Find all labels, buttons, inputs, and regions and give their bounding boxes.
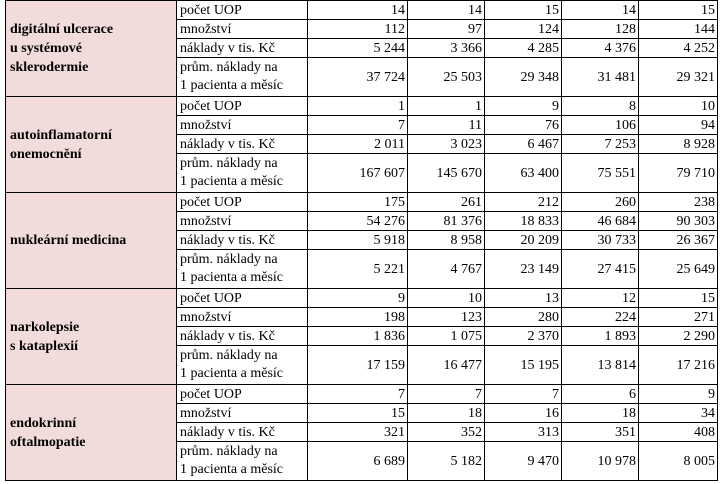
row-label [177, 250, 308, 289]
value-cell: 4 767 [408, 250, 485, 289]
value-cell: 313 [485, 423, 562, 442]
value-cell: 14 [308, 1, 408, 20]
value-cell: 20 209 [485, 231, 562, 250]
value-cell: 7 253 [562, 135, 639, 154]
value-cell: 9 [308, 289, 408, 308]
value-cell: 4 376 [562, 39, 639, 58]
category-name-line: digitální ulcerace [10, 22, 114, 37]
value-cell: 7 [485, 385, 562, 404]
value-cell: 63 400 [485, 154, 562, 193]
value-cell: 352 [408, 423, 485, 442]
value-cell: 18 [408, 404, 485, 423]
value-cell: 198 [308, 308, 408, 327]
row-label: množství [177, 20, 308, 39]
value-cell: 7 [308, 385, 408, 404]
value-cell: 3 366 [408, 39, 485, 58]
value-cell: 10 978 [562, 442, 639, 481]
value-cell: 25 503 [408, 58, 485, 97]
row-label: množství [177, 308, 308, 327]
value-cell: 106 [562, 116, 639, 135]
row-label: množství [177, 212, 308, 231]
value-cell: 2 011 [308, 135, 408, 154]
row-label: počet UOP [177, 289, 308, 308]
value-cell: 79 710 [639, 154, 718, 193]
value-cell: 5 182 [408, 442, 485, 481]
value-cell: 10 [408, 289, 485, 308]
value-cell: 212 [485, 193, 562, 212]
category-cell [6, 1, 177, 97]
row-label-line: prům. náklady na [180, 444, 278, 459]
value-cell: 9 [639, 385, 718, 404]
value-cell: 15 [639, 289, 718, 308]
row-label [177, 154, 308, 193]
value-cell: 175 [308, 193, 408, 212]
row-label: množství [177, 116, 308, 135]
value-cell: 408 [639, 423, 718, 442]
value-cell: 15 [485, 1, 562, 20]
value-cell: 75 551 [562, 154, 639, 193]
value-cell: 13 [485, 289, 562, 308]
row-label-line: prům. náklady na [180, 156, 278, 171]
value-cell: 16 477 [408, 346, 485, 385]
value-cell: 7 [408, 385, 485, 404]
value-cell: 112 [308, 20, 408, 39]
value-cell: 4 285 [485, 39, 562, 58]
value-cell: 14 [562, 1, 639, 20]
value-cell: 10 [639, 97, 718, 116]
value-cell: 27 415 [562, 250, 639, 289]
value-cell: 29 348 [485, 58, 562, 97]
value-cell: 260 [562, 193, 639, 212]
value-cell: 6 467 [485, 135, 562, 154]
value-cell: 94 [639, 116, 718, 135]
value-cell: 128 [562, 20, 639, 39]
table-row [6, 97, 718, 116]
category-name-line: s kataplexií [10, 338, 79, 354]
row-label: počet UOP [177, 385, 308, 404]
row-label: náklady v tis. Kč [177, 231, 308, 250]
row-label [177, 346, 308, 385]
value-cell: 9 [485, 97, 562, 116]
row-label [177, 442, 308, 481]
value-cell: 6 [562, 385, 639, 404]
value-cell: 13 814 [562, 346, 639, 385]
category-name-line: endokrinní [10, 415, 77, 431]
value-cell: 8 [562, 97, 639, 116]
value-cell: 124 [485, 20, 562, 39]
value-cell: 54 276 [308, 212, 408, 231]
row-label: počet UOP [177, 193, 308, 212]
value-cell: 31 481 [562, 58, 639, 97]
category-name-line: nukleární medicina [10, 233, 127, 248]
value-cell: 17 159 [308, 346, 408, 385]
value-cell: 29 321 [639, 58, 718, 97]
value-cell: 280 [485, 308, 562, 327]
value-cell: 1 [408, 97, 485, 116]
row-label: náklady v tis. Kč [177, 135, 308, 154]
row-label: náklady v tis. Kč [177, 327, 308, 346]
value-cell: 238 [639, 193, 718, 212]
value-cell: 6 689 [308, 442, 408, 481]
category-cell [6, 385, 177, 481]
value-cell: 7 [308, 116, 408, 135]
value-cell: 8 928 [639, 135, 718, 154]
row-label-line: prům. náklady na [180, 60, 278, 75]
category-cell [6, 289, 177, 385]
row-label-line: 1 pacienta a měsíc [180, 174, 284, 189]
value-cell: 8 005 [639, 442, 718, 481]
value-cell: 15 [639, 1, 718, 20]
value-cell: 2 290 [639, 327, 718, 346]
category-name-line: oftalmopatie [10, 434, 86, 450]
value-cell: 11 [408, 116, 485, 135]
category-cell [6, 97, 177, 193]
row-label: počet UOP [177, 97, 308, 116]
value-cell: 76 [485, 116, 562, 135]
row-label-line: 1 pacienta a měsíc [180, 270, 284, 285]
value-cell: 1 836 [308, 327, 408, 346]
value-cell: 15 [308, 404, 408, 423]
value-cell: 17 216 [639, 346, 718, 385]
value-cell: 351 [562, 423, 639, 442]
row-label [177, 58, 308, 97]
table-row [6, 193, 718, 212]
row-label: počet UOP [177, 1, 308, 20]
value-cell: 1 075 [408, 327, 485, 346]
category-name-line: onemocnění [10, 146, 82, 162]
value-cell: 144 [639, 20, 718, 39]
row-label: množství [177, 404, 308, 423]
category-name-line: autoinflamatorní [10, 127, 112, 143]
value-cell: 1 [308, 97, 408, 116]
value-cell: 15 195 [485, 346, 562, 385]
row-label-line: prům. náklady na [180, 252, 278, 267]
value-cell: 14 [408, 1, 485, 20]
row-label-line: 1 pacienta a měsíc [180, 78, 284, 93]
value-cell: 90 303 [639, 212, 718, 231]
value-cell: 18 [562, 404, 639, 423]
category-name-line: narkolepsie [10, 319, 80, 335]
table-row [6, 289, 718, 308]
value-cell: 5 221 [308, 250, 408, 289]
value-cell: 167 607 [308, 154, 408, 193]
row-label: náklady v tis. Kč [177, 39, 308, 58]
value-cell: 12 [562, 289, 639, 308]
value-cell: 145 670 [408, 154, 485, 193]
row-label-line: 1 pacienta a měsíc [180, 366, 284, 381]
row-label: náklady v tis. Kč [177, 423, 308, 442]
value-cell: 123 [408, 308, 485, 327]
value-cell: 97 [408, 20, 485, 39]
value-cell: 4 252 [639, 39, 718, 58]
category-cell [6, 193, 177, 289]
table-row [6, 385, 718, 404]
value-cell: 81 376 [408, 212, 485, 231]
value-cell: 23 149 [485, 250, 562, 289]
value-cell: 16 [485, 404, 562, 423]
cost-table [5, 0, 718, 481]
value-cell: 30 733 [562, 231, 639, 250]
value-cell: 321 [308, 423, 408, 442]
value-cell: 5 244 [308, 39, 408, 58]
value-cell: 37 724 [308, 58, 408, 97]
value-cell: 1 893 [562, 327, 639, 346]
table-row [6, 1, 718, 20]
value-cell: 34 [639, 404, 718, 423]
value-cell: 261 [408, 193, 485, 212]
value-cell: 9 470 [485, 442, 562, 481]
value-cell: 8 958 [408, 231, 485, 250]
row-label-line: 1 pacienta a měsíc [180, 462, 284, 477]
value-cell: 46 684 [562, 212, 639, 231]
value-cell: 18 833 [485, 212, 562, 231]
row-label-line: prům. náklady na [180, 348, 278, 363]
value-cell: 2 370 [485, 327, 562, 346]
value-cell: 271 [639, 308, 718, 327]
category-name-line: sklerodermie [10, 60, 89, 75]
category-name-line: u systémové [10, 41, 82, 56]
value-cell: 5 918 [308, 231, 408, 250]
value-cell: 26 367 [639, 231, 718, 250]
value-cell: 224 [562, 308, 639, 327]
value-cell: 3 023 [408, 135, 485, 154]
value-cell: 25 649 [639, 250, 718, 289]
